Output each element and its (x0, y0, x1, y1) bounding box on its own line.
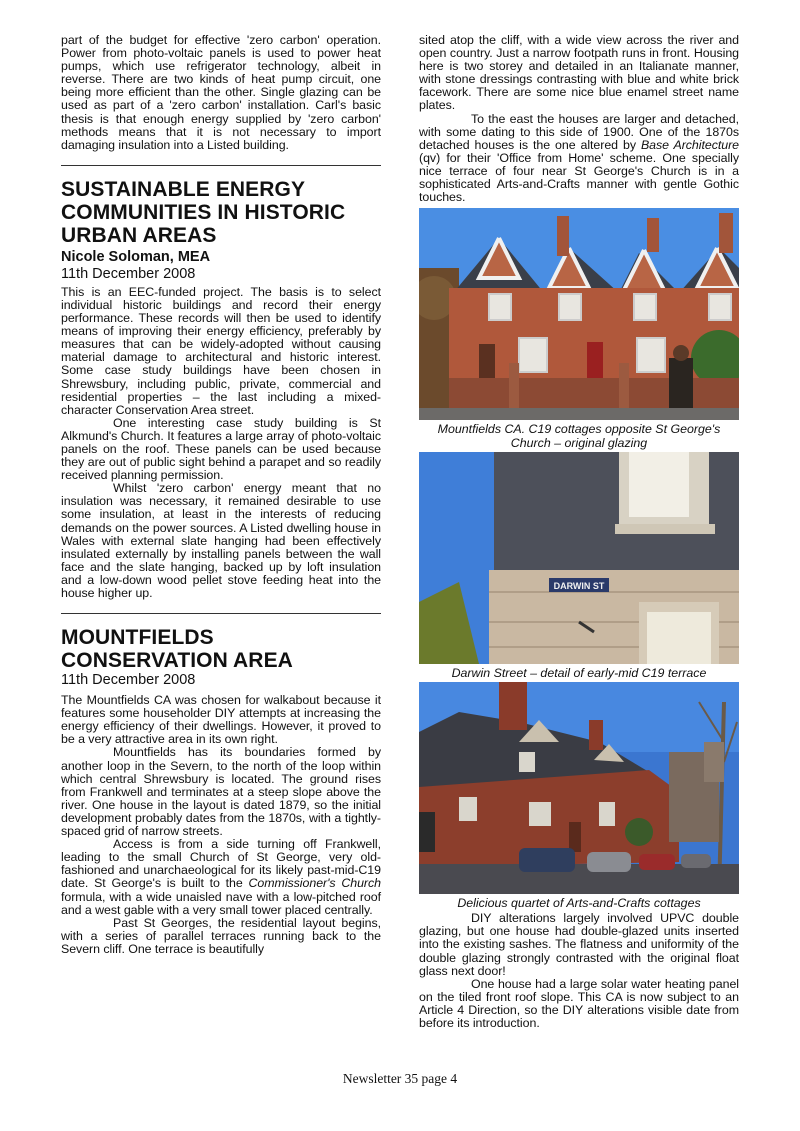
emphasis: Base Architecture (640, 137, 739, 152)
paragraph: One house had a large solar water heating panel on the tiled front roof slope. This CA is now subject to an Article 4 Direction, so the DIY alterations visible date from before its introduction. (419, 976, 739, 1030)
title-line: URBAN AREAS (61, 223, 217, 247)
paragraph: Past St Georges, the residential layout begins, with a series of parallel terraces running back to the Severn cliff. One terrace is beautifully (61, 915, 381, 956)
intro-paragraph: part of the budget for effective 'zero carbon' operation. Power from photo-voltaic panels is used to power heat pumps, which use refrigerator technology, albeit in reverse. There are two kinds of heat pump circuit, one being more efficient than the other. Single glazing can be used as part of a 'zero carbon' installation. Carl's basic thesis is that enough energy supplied by 'zero carbon' methods means that it is not necessary to import damaging insulation into a Listed building. (61, 33, 381, 152)
paragraph (61, 838, 381, 917)
photo-darwin-street (419, 452, 739, 664)
text-run: To the east the houses are larger and detached, with some dating to this side of 1900. One of the 1870s detached houses is the one altered by (419, 111, 739, 152)
title-line: CONSERVATION AREA (61, 649, 293, 673)
article-date: 11th December 2008 (61, 265, 196, 282)
photo-arts-and-crafts-cottages (419, 682, 739, 894)
text-run: (qv) for their 'Office from Home' scheme. One specially nice terrace of four near St George's Church is in a sophisticated Arts-and-Crafts manner with gentle Gothic touches. (419, 150, 739, 205)
photo-caption: Darwin Street – detail of early-mid C19 terrace (451, 666, 707, 681)
paragraph: This is an EEC-funded project. The basis is to select individual historic buildings and record their energy performance. These records will then be used to identify means of improving their energy efficiency, preferably by measures that can be widely-adopted without causing material damage to architectural and historic interest. Some case study buildings have been chosen in Shrewsbury, including public, private, commercial and residential properties – the last including a mixed-character Conservation Area street. (61, 284, 381, 417)
paragraph: sited atop the cliff, with a wide view across the river and open country. Just a narrow footpath runs in front. Housing here is two storey and detailed in an Italianate manner, with stone dressings contrasting with blue and white brick facework. There are some nice blue enamel street name plates. (419, 33, 739, 113)
paragraph: Mountfields has its boundaries formed by another loop in the Severn, to the north of the loop within which central Shrewsbury is located. The ground rises from Frankwell and terminates at a steep slope above the river. One house in the layout is dated 1879, so the initial development probably dates from the 1870s, with a tightly-spaced grid of narrow streets. (61, 745, 381, 839)
text-run: Access is from a side turning off Frankwell, leading to the small Church of St George, very old-fashioned and unarchaeological for its likely past-mid-C19 date. St George's is built to the (61, 837, 381, 891)
photo-caption (419, 422, 739, 450)
photo-caption: Delicious quartet of Arts-and-Crafts cottages (457, 896, 701, 911)
article-author: Nicole Soloman, MEA (61, 248, 211, 265)
title-line: MOUNTFIELDS (61, 626, 214, 650)
paragraph: DIY alterations largely involved UPVC double glazing, but one house had double-glazed units inserted into the existing sashes. The flatness and uniformity of the double glazing strongly contrasted with the original float glass next door! (419, 911, 739, 978)
title-line: COMMUNITIES IN HISTORIC (61, 200, 346, 224)
caption-line: Church – original glazing (510, 436, 648, 451)
paragraph (419, 113, 739, 205)
section-divider (61, 613, 381, 614)
right-column (419, 34, 739, 1030)
article-title-sustainable-energy (61, 178, 381, 247)
article-title-mountfields (61, 626, 381, 672)
paragraph: One interesting case study building is St Alkmund's Church. It features a large array of photo-voltaic panels on the roof. These panels can be used because they are out of public sight behind a parapet and so readily received planning permission. (61, 415, 381, 483)
paragraph: Whilst 'zero carbon' energy meant that no insulation was necessary, it remained desirable to use some insulation, at least in the interests of reducing demands on the power sources. A Listed dwelling house in Wales with external slate hanging had been effectively insulated externally by installing panels between the wall face and the slate hanging, backed up by loft insulation and a low-down wood pellet stove feeding heat into the house higher up. (61, 481, 381, 600)
caption-line: Mountfields CA. C19 cottages opposite St George's (437, 422, 721, 437)
left-column (61, 34, 381, 956)
photo-mountfields-cottages (419, 208, 739, 420)
article-date: 11th December 2008 (61, 672, 196, 689)
street-sign-text: DARWIN ST (553, 581, 605, 592)
paragraph: The Mountfields CA was chosen for walkabout because it features some householder DIY attempts at increasing the energy efficiency of their dwellings. However, it proved to be a very attractive area in its own right. (61, 693, 381, 747)
title-line: SUSTAINABLE ENERGY (61, 177, 306, 201)
page-footer: Newsletter 35 page 4 (342, 1071, 458, 1086)
emphasis: Commissioner's Church (248, 876, 381, 891)
section-divider (61, 165, 381, 166)
text-run: formula, with a wide unaisled nave with a low-pitched roof and a west gable with a very small tower placed centrally. (61, 889, 381, 917)
